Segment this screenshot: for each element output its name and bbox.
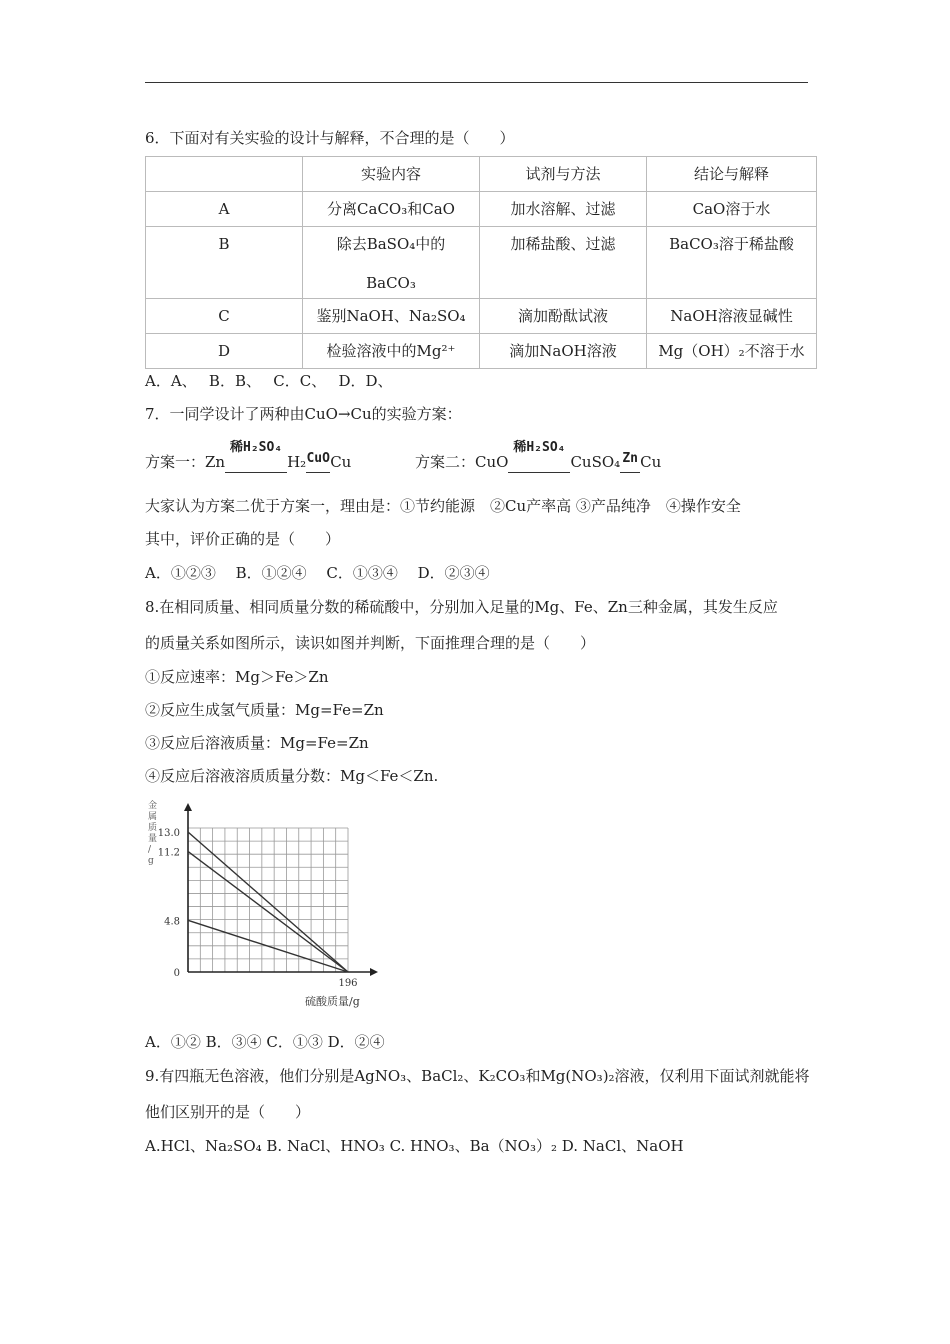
row-conclusion: Mg（OH）₂不溶于水	[658, 342, 805, 360]
ylabel-char: 金	[148, 801, 158, 811]
chart-xlabel: 硫酸质量/g	[305, 995, 360, 1008]
y-tick-label: 0	[173, 968, 180, 979]
row-content-line2: BaCO₃	[366, 274, 416, 292]
ylabel-char: /	[148, 845, 152, 855]
q7-stem: 7．一同学设计了两种由CuO→Cu的实验方案：	[145, 405, 462, 423]
q8-options: A．①② B．③④ C．①③ D．②④	[145, 1033, 385, 1051]
ylabel-char: 质	[148, 823, 158, 833]
series-line	[188, 851, 348, 972]
header-cell: 结论与解释	[647, 157, 817, 192]
q7-ask: 其中，评价正确的是（ ）	[145, 530, 341, 548]
row-method: 滴加NaOH溶液	[509, 342, 617, 360]
row-content: 除去BaSO₄中的	[336, 235, 446, 253]
table-row	[146, 192, 817, 227]
row-content: 鉴别NaOH、Na₂SO₄	[316, 307, 466, 325]
header-rule	[145, 82, 808, 83]
y-tick-label: 4.8	[164, 916, 180, 928]
table-row	[146, 299, 817, 334]
row-label: B	[218, 235, 230, 253]
row-content: 检验溶液中的Mg²⁺	[326, 342, 456, 360]
plan1-end: Cu	[330, 453, 352, 471]
q7-plan2	[415, 440, 662, 473]
q9-stem-2: 他们区别开的是（ ）	[145, 1103, 311, 1121]
q8-statement-4: ④反应后溶液溶质质量分数：Mg＜Fe＜Zn.	[145, 767, 439, 785]
q6-options: A．A、 B．B、 C．C、 D．D、	[145, 372, 393, 390]
row-label: D	[217, 342, 231, 360]
row-method: 加水溶解、过滤	[510, 200, 616, 218]
q7-reason: 大家认为方案二优于方案一，理由是：①节约能源 ②Cu产率高 ③产品纯净 ④操作安全	[145, 497, 741, 515]
y-axis-arrow	[184, 803, 192, 811]
q6-table	[145, 156, 817, 369]
row-conclusion: CaO溶于水	[692, 200, 771, 218]
row-content: 分离CaCO₃和CaO	[327, 200, 455, 218]
q6-stem: 6．下面对有关实验的设计与解释，不合理的是（ ）	[145, 129, 515, 147]
plan2-mid: CuSO₄	[570, 453, 621, 471]
header-cell: 实验内容	[303, 157, 480, 192]
reaction-arrow: Zn	[620, 452, 640, 473]
q8-statement-2: ②反应生成氢气质量：Mg=Fe=Zn	[145, 701, 384, 719]
x-tick-label: 196	[338, 978, 358, 989]
table-row	[146, 227, 817, 299]
reaction-arrow: 稀H₂SO₄	[225, 452, 287, 473]
q9-stem-1: 9.有四瓶无色溶液，他们分别是AgNO₃、BaCl₂、K₂CO₃和Mg(NO₃)₂溶液，仅利用下面试剂就能将	[145, 1067, 810, 1085]
q8-stem-1: 8.在相同质量、相同质量分数的稀硫酸中，分别加入足量的Mg、Fe、Zn三种金属，其发生反应	[145, 598, 778, 616]
x-axis-arrow	[370, 968, 378, 976]
reaction-arrow: 稀H₂SO₄	[508, 452, 570, 473]
q8-statement-3: ③反应后溶液质量：Mg=Fe=Zn	[145, 734, 369, 752]
q7-options: A．①②③ B．①②④ C．①③④ D．②③④	[145, 564, 490, 582]
row-conclusion: NaOH溶液显碱性	[670, 307, 793, 325]
series-line	[188, 832, 348, 972]
plan2-end: Cu	[640, 453, 662, 471]
table-header-row	[146, 157, 817, 192]
q8-statement-1: ①反应速率：Mg＞Fe＞Zn	[145, 668, 329, 686]
q9-options: A.HCl、Na₂SO₄ B. NaCl、HNO₃ C. HNO₃、Ba（NO₃）₂ D. NaCl、NaOH	[145, 1137, 684, 1155]
table-row	[146, 334, 817, 369]
row-method: 滴加酚酞试液	[517, 307, 608, 325]
y-tick-label: 11.2	[157, 847, 180, 859]
mass-chart	[140, 798, 380, 1013]
chart-ylabel	[148, 799, 157, 866]
reaction-arrow: CuO	[306, 452, 330, 473]
row-conclusion: BaCO₃溶于稀盐酸	[669, 235, 794, 253]
ylabel-char: 属	[148, 812, 158, 822]
row-label: C	[218, 307, 230, 325]
q7-plan1	[145, 440, 352, 473]
plan1-label: 方案一：Zn	[145, 453, 226, 471]
chart-lines	[188, 832, 348, 972]
header-cell	[146, 157, 303, 192]
plan2-label: 方案二：CuO	[415, 453, 509, 471]
q8-stem-2: 的质量关系如图所示，读识如图并判断，下面推理合理的是（ ）	[145, 634, 596, 652]
ylabel-char: 量	[148, 834, 158, 844]
row-method: 加稀盐酸、过滤	[510, 235, 616, 253]
plan1-mid: H₂	[287, 453, 307, 471]
header-cell: 试剂与方法	[480, 157, 647, 192]
y-tick-label: 13.0	[157, 828, 180, 839]
row-label: A	[218, 200, 230, 218]
ylabel-char: g	[148, 856, 154, 866]
